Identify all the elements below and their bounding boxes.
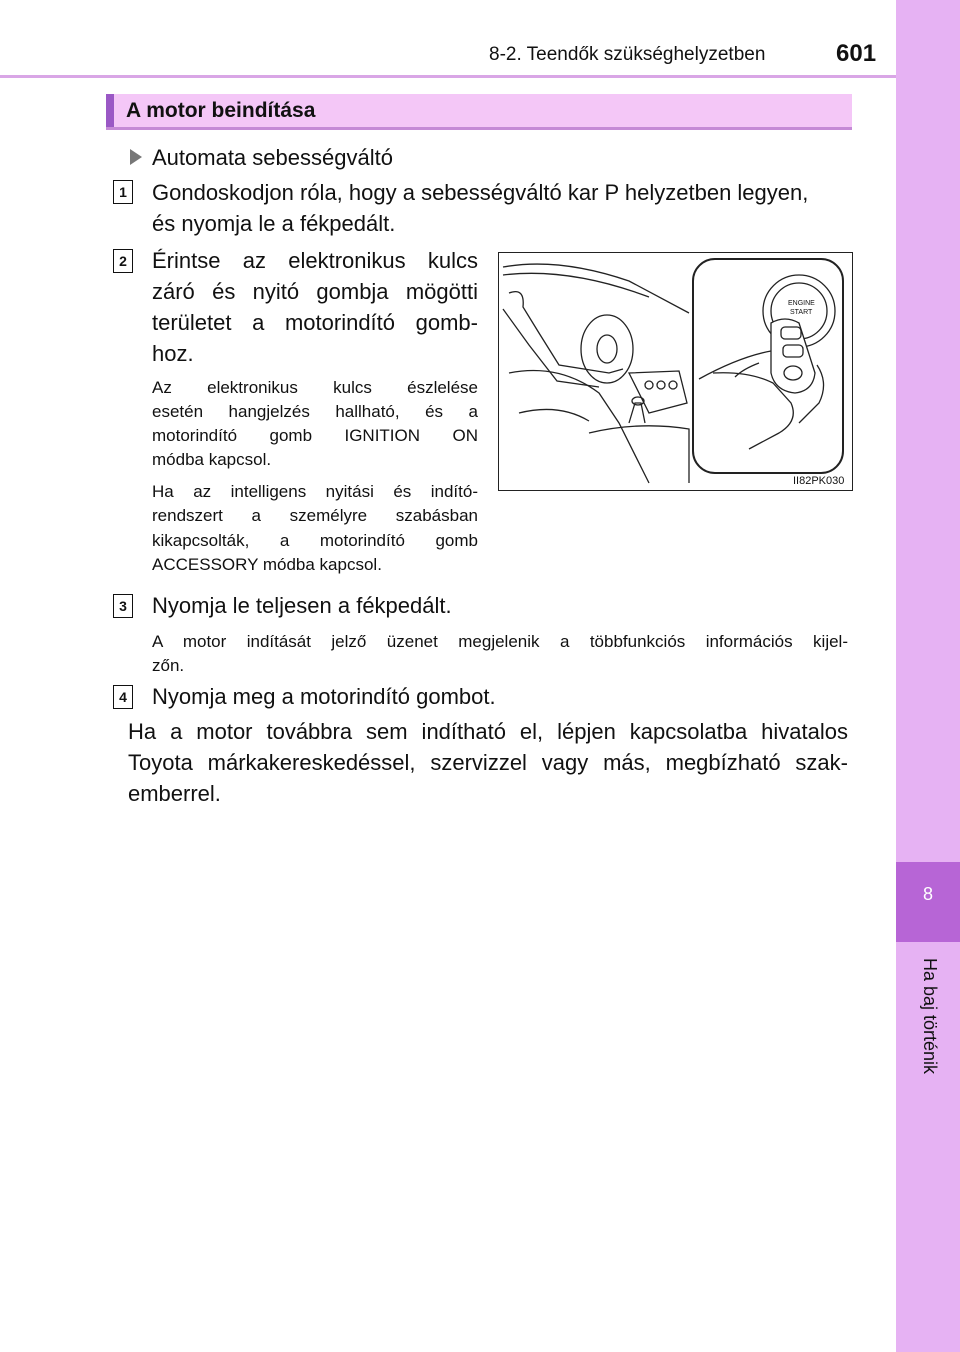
step-2-note-2-line-4: ACCESSORY módba kapcsol.	[152, 555, 382, 574]
step-2-note-2-line-3: kikapcsolták, a motorindító gomb	[152, 531, 478, 550]
section-title: A motor beindítása	[126, 99, 316, 122]
step-number-2: 2	[113, 249, 133, 273]
side-tab-top	[896, 0, 960, 862]
illustration-button-label-1: ENGINE	[788, 300, 815, 307]
step-2-note-2-line-1: Ha az intelligens nyitási és indító-	[152, 482, 478, 501]
step-2-line-2: záró és nyitó gombja mögötti	[152, 279, 478, 304]
chapter-title: Ha baj történik	[920, 958, 940, 1075]
page-number: 601	[836, 40, 877, 67]
engine-start-illustration	[498, 252, 853, 491]
step-1-line-2: és nyomja le a fékpedált.	[152, 211, 396, 236]
step-2-line-4: hoz.	[152, 341, 194, 366]
step-3-line-1: Nyomja le teljesen a fékpedált.	[152, 593, 452, 618]
step-2-note-1-line-1: Az elektronikus kulcs észlelése	[152, 378, 478, 397]
step-2-line-1: Érintse az elektronikus kulcs	[152, 248, 478, 273]
step-3-note-line-1: A motor indítását jelző üzenet megjelenik a többfunkciós információs kijel-	[152, 632, 848, 651]
step-3-note-line-2: zőn.	[152, 656, 185, 675]
chapter-number: 8	[922, 884, 933, 904]
illustration-drawing	[499, 253, 851, 489]
header-divider	[0, 75, 896, 78]
step-2-note-2-line-2: rendszert a személyre szabásban	[152, 506, 478, 525]
step-number-3: 3	[113, 594, 133, 618]
step-1-line-1: Gondoskodjon róla, hogy a sebességváltó kar P helyzetben legyen,	[152, 180, 809, 205]
step-4-line-1: Nyomja meg a motorindító gombot.	[152, 684, 496, 709]
step-number-4: 4	[113, 685, 133, 709]
subheading: Automata sebességváltó	[152, 145, 393, 170]
closing-line-1: Ha a motor továbbra sem indítható el, lépjen kapcsolatba hivatalos	[128, 719, 848, 744]
bullet-triangle-icon	[130, 149, 142, 165]
illustration-code: II82PK030	[793, 475, 845, 487]
step-2-line-3: területet a motorindító gomb-	[152, 310, 478, 335]
step-2-note-1-line-2: esetén hangjelzés hallható, és a	[152, 402, 478, 421]
section-title-accent	[106, 94, 114, 127]
illustration-button-label-2: START	[790, 309, 813, 316]
step-2-note-1-line-3: motorindító gomb IGNITION ON	[152, 426, 478, 445]
header-section-title: 8-2. Teendők szükséghelyzetben	[489, 44, 766, 65]
closing-line-3: emberrel.	[128, 781, 221, 806]
step-2-note-1-line-4: módba kapcsol.	[152, 450, 272, 469]
closing-line-2: Toyota márkakereskedéssel, szervizzel vagy más, megbízható szak-	[128, 750, 848, 775]
section-title-bar	[106, 94, 852, 130]
step-number-1: 1	[113, 180, 133, 204]
